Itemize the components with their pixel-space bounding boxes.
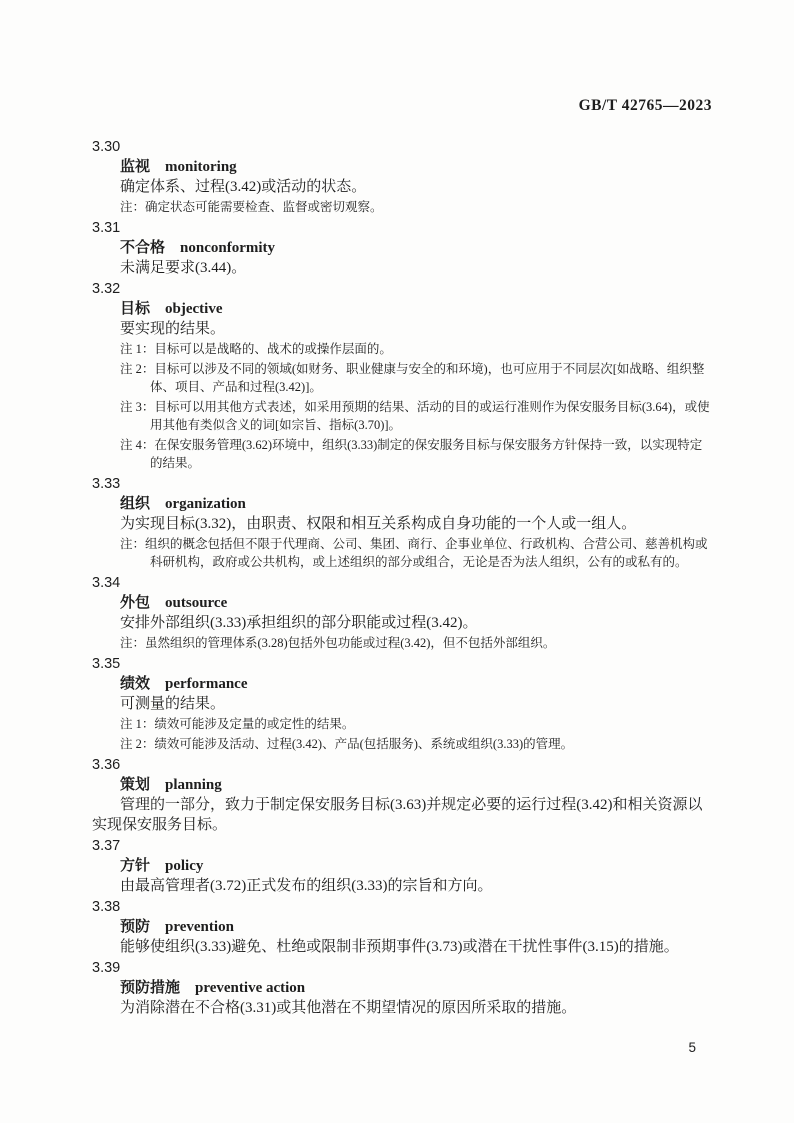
term-entry [92,137,712,217]
term-zh: 外包 [120,595,151,611]
clause-number: 3.32 [92,281,121,297]
note: 注 1：目标可以是战略的、战术的或操作层面的。 [120,342,392,356]
term-zh: 策划 [120,777,151,793]
term-zh: 不合格 [120,240,166,256]
doc-number: GB/T 42765—2023 [578,97,712,114]
term-line [92,238,712,258]
definition: 为消除潜在不合格(3.31)或其他潜在不期望情况的原因所采取的措施。 [120,1000,577,1016]
term-line [92,917,712,937]
terms-list [92,137,712,1018]
definition: 安排外部组织(3.33)承担组织的部分职能或过程(3.42)。 [120,615,478,631]
term-entry [92,573,712,653]
note: 注 4：在保安服务管理(3.62)环境中，组织(3.33)制定的保安服务目标与保安服务方针保持一致，以实现特定的结果。 [120,438,703,470]
term-line [92,299,712,319]
definition: 确定体系、过程(3.42)或活动的状态。 [120,179,367,195]
term-zh: 绩效 [120,676,151,692]
term-entry [92,836,712,896]
term-en: preventive action [195,980,306,996]
term-entry [92,755,712,835]
clause-number: 3.37 [92,838,121,854]
term-en: prevention [165,919,234,935]
term-line [92,978,712,998]
term-entry [92,474,712,572]
term-zh: 监视 [120,159,151,175]
note: 注：组织的概念包括但不限于代理商、公司、集团、商行、企事业单位、行政机构、合营公司、慈善机构或科研机构，政府或公共机构，或上述组织的部分或组合，无论是否为法人组织，公有的或私有的。 [120,537,708,569]
clause-number: 3.36 [92,757,121,773]
term-en: objective [165,301,223,317]
term-line [92,775,712,795]
clause-number: 3.39 [92,960,121,976]
term-zh: 预防 [120,919,151,935]
definition: 能够使组织(3.33)避免、杜绝或限制非预期事件(3.73)或潜在干扰性事件(3.15)的措施。 [120,939,679,955]
definition: 管理的一部分，致力于制定保安服务目标(3.63)并规定必要的运行过程(3.42)和相关资源以实现保安服务目标。 [92,797,703,833]
clause-number: 3.31 [92,220,121,236]
term-line [92,157,712,177]
definition: 可测量的结果。 [120,696,226,712]
term-en: policy [165,858,204,874]
term-en: organization [165,496,246,512]
term-zh: 目标 [120,301,151,317]
term-entry [92,654,712,754]
clause-number: 3.35 [92,656,121,672]
term-zh: 组织 [120,496,151,512]
term-en: nonconformity [180,240,276,256]
clause-number: 3.30 [92,139,121,155]
note: 注 2：绩效可能涉及活动、过程(3.42)、产品(包括服务)、系统或组织(3.33)的管理。 [120,737,574,751]
term-en: outsource [165,595,228,611]
definition: 为实现目标(3.32)，由职责、权限和相互关系构成自身功能的一个人或一组人。 [120,516,637,532]
page-number: 5 [688,1040,696,1055]
term-line [92,856,712,876]
note: 注：确定状态可能需要检查、监督或密切观察。 [120,200,383,214]
term-zh: 预防措施 [120,980,181,996]
term-line [92,593,712,613]
term-entry [92,279,712,473]
clause-number: 3.33 [92,476,121,492]
note: 注 1：绩效可能涉及定量的或定性的结果。 [120,717,355,731]
definition: 由最高管理者(3.72)正式发布的组织(3.33)的宗旨和方向。 [120,878,493,894]
note: 注：虽然组织的管理体系(3.28)包括外包功能或过程(3.42)，但不包括外部组织。 [120,636,556,650]
term-entry [92,958,712,1018]
definition: 要实现的结果。 [120,321,226,337]
term-line [92,674,712,694]
term-en: monitoring [165,159,237,175]
term-en: planning [165,777,222,793]
definition: 未满足要求(3.44)。 [120,260,247,276]
note: 注 2：目标可以涉及不同的领域(如财务、职业健康与安全的和环境)，也可应用于不同层次[如战略、组织整体、项目、产品和过程(3.42)]。 [120,362,705,394]
clause-number: 3.34 [92,575,121,591]
note: 注 3：目标可以用其他方式表述，如采用预期的结果、活动的目的或运行准则作为保安服务目标(3.64)，或使用其他有类似含义的词[如宗旨、指标(3.70)]。 [120,400,710,432]
term-entry [92,897,712,957]
term-entry [92,218,712,278]
term-zh: 方针 [120,858,151,874]
term-line [92,494,712,514]
term-en: performance [165,676,248,692]
clause-number: 3.38 [92,899,121,915]
